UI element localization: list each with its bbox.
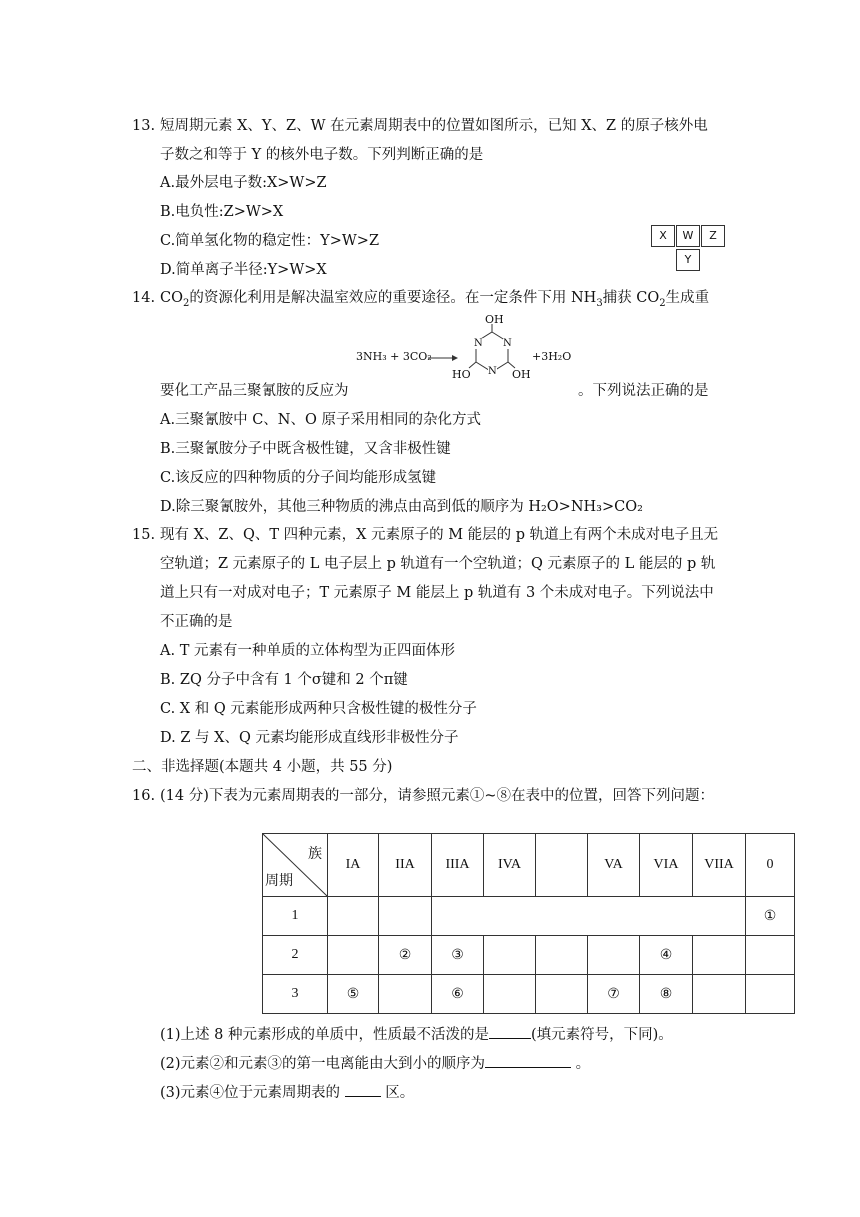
q14-option-b: B.三聚氰胺分子中既含极性键，又含非极性键 xyxy=(160,441,451,457)
group-header xyxy=(536,834,588,897)
reactants-label: 3NH₃ + 3CO₂ xyxy=(356,350,432,363)
q14-number: 14. xyxy=(132,290,156,306)
table-corner xyxy=(263,834,328,897)
q15-number: 15. xyxy=(132,527,156,543)
element-cell: ④ xyxy=(640,936,693,975)
element-cell: ⑦ xyxy=(588,975,640,1014)
q14-option-c: C.该反应的四种物质的分子间均能形成氢键 xyxy=(160,470,437,486)
element-cell xyxy=(484,975,536,1014)
element-cell xyxy=(328,897,379,936)
figure-cell-y: Y xyxy=(676,249,700,271)
q13-stem-line2: 子数之和等于 Y 的核外电子数。下列判断正确的是 xyxy=(160,147,484,163)
corner-period-label: 周期 xyxy=(265,874,293,889)
ring-n-right: N xyxy=(503,338,512,349)
table-row xyxy=(263,975,795,1014)
element-cell xyxy=(328,936,379,975)
element-cell xyxy=(379,975,432,1014)
group-header: IIIA xyxy=(432,834,484,897)
element-cell xyxy=(693,936,746,975)
q16-sub3: (3)元素④位于元素周期表的 区。 xyxy=(160,1082,414,1103)
answer-blank-1[interactable] xyxy=(489,1024,531,1039)
q13-number: 13. xyxy=(132,118,156,134)
q13-option-c: C.简单氢化物的稳定性：Y>W>Z xyxy=(160,233,380,249)
q15-stem-line4: 不正确的是 xyxy=(160,614,233,630)
element-cell: ① xyxy=(746,897,795,936)
melamine-reaction-figure xyxy=(352,313,592,388)
q16-number: 16. xyxy=(132,788,156,804)
element-cell xyxy=(484,936,536,975)
period-label: 2 xyxy=(263,936,328,975)
q14-stem-line2b: 。下列说法正确的是 xyxy=(578,383,709,399)
element-cell: ⑤ xyxy=(328,975,379,1014)
table-row xyxy=(263,936,795,975)
q16-sub2: (2)元素②和元素③的第一电离能由大到小的顺序为 。 xyxy=(160,1053,590,1074)
q13-option-a: A.最外层电子数:X>W>Z xyxy=(160,175,327,191)
figure-cell-w: W xyxy=(676,225,700,247)
q13-option-b: B.电负性:Z>W>X xyxy=(160,204,284,220)
section-heading: 二、非选择题(本题共 4 小题，共 55 分) xyxy=(132,759,393,775)
period-label: 1 xyxy=(263,897,328,936)
products-label: +3H₂O xyxy=(532,350,572,363)
q13-option-d: D.简单离子半径:Y>W>X xyxy=(160,262,327,278)
element-cell: ② xyxy=(379,936,432,975)
q14-stem-line2a: 要化工产品三聚氰胺的反应为 xyxy=(160,383,349,399)
q16-sub1: (1)上述 8 种元素形成的单质中，性质最不活泼的是 (填元素符号，下同)。 xyxy=(160,1024,673,1045)
q15-option-d: D. Z 与 X、Q 元素均能形成直线形非极性分子 xyxy=(160,730,459,746)
ring-n-bottom: N xyxy=(488,366,497,377)
group-header: VA xyxy=(588,834,640,897)
q15-option-a: A. T 元素有一种单质的立体构型为正四面体形 xyxy=(160,643,455,659)
group-header: 0 xyxy=(746,834,795,897)
q15-stem-line2: 空轨道；Z 元素原子的 L 电子层上 p 轨道有一个空轨道；Q 元素原子的 L 能层的 p 轨 xyxy=(160,556,716,572)
q14-option-a: A.三聚氰胺中 C、N、O 原子采用相同的杂化方式 xyxy=(160,412,481,428)
figure-cell-z: Z xyxy=(701,225,725,247)
periodic-table xyxy=(262,833,795,1014)
oh-top-label: OH xyxy=(485,313,504,326)
q16-intro: (14 分)下表为元素周期表的一部分，请参照元素①~⑧在表中的位置，回答下列问题： xyxy=(160,788,715,804)
q15-option-b: B. ZQ 分子中含有 1 个σ键和 2 个π键 xyxy=(160,672,408,688)
group-header: IA xyxy=(328,834,379,897)
period-label: 3 xyxy=(263,975,328,1014)
element-cell: ⑧ xyxy=(640,975,693,1014)
element-cell: ③ xyxy=(432,936,484,975)
group-header: VIIA xyxy=(693,834,746,897)
group-header: VIA xyxy=(640,834,693,897)
q15-stem-line1: 现有 X、Z、Q、T 四种元素，X 元素原子的 M 能层的 p 轨道上有两个未成对电子且无 xyxy=(160,527,719,543)
q15-option-c: C. X 和 Q 元素能形成两种只含极性键的极性分子 xyxy=(160,701,477,717)
element-cell xyxy=(746,936,795,975)
q13-stem-line1: 短周期元素 X、Y、Z、W 在元素周期表中的位置如图所示，已知 X、Z 的原子核外电 xyxy=(160,118,708,134)
oh-right-label: OH xyxy=(512,368,531,381)
table-row xyxy=(263,897,795,936)
group-header: IVA xyxy=(484,834,536,897)
ho-left-label: HO xyxy=(452,368,471,381)
element-cell xyxy=(588,936,640,975)
corner-group-label: 族 xyxy=(308,847,322,862)
group-header: IIA xyxy=(379,834,432,897)
element-cell xyxy=(379,897,432,936)
answer-blank-3[interactable] xyxy=(345,1082,381,1097)
q14-option-d: D.除三聚氰胺外，其他三种物质的沸点由高到低的顺序为 H₂O>NH₃>CO₂ xyxy=(160,499,643,515)
element-cell xyxy=(746,975,795,1014)
figure-cell-x: X xyxy=(651,225,675,247)
element-cell xyxy=(536,975,588,1014)
q15-stem-line3: 道上只有一对成对电子；T 元素原子 M 能层上 p 轨道有 3 个未成对电子。下列说法中 xyxy=(160,585,714,601)
q14-stem-line1: $CO_2$的资源化利用是解决温室效应的重要途径。在一定条件下用 $NH_3$捕获 $CO_2$生成重 xyxy=(160,290,710,309)
element-cell xyxy=(693,975,746,1014)
gap-cell xyxy=(432,897,746,936)
answer-blank-2[interactable] xyxy=(485,1053,571,1068)
element-cell xyxy=(536,936,588,975)
element-cell: ⑥ xyxy=(432,975,484,1014)
ring-n-left: N xyxy=(474,338,483,349)
